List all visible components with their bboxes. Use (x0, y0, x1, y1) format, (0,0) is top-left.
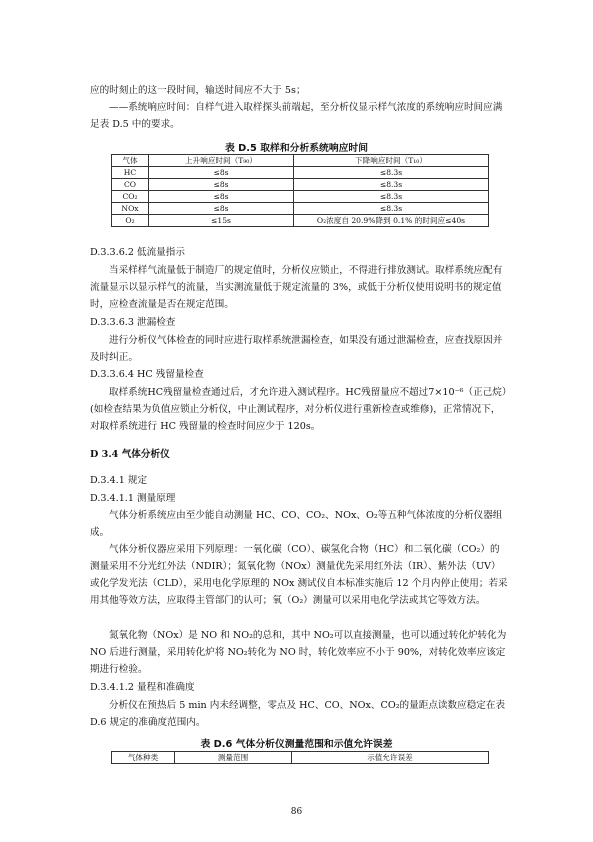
table-cell: ≤8s (149, 167, 294, 179)
paragraph-d3362: 当采样样气流量低于制造厂的规定值时，分析仪应锁止，不得进行排放测试。取样系统应配有流量显示以显示样气的流量，当实测流量低于规定流量的 3%，或低于分析仪使用说明书的规定值时，应检查流量是否在规定范围。 (90, 265, 503, 310)
paragraph-d3412: 分析仪在预热后 5 min 内未经调整，零点及 HC、CO、NOx、CO₂的量距点读数应稳定在表 D.6 规定的准确度范围内。 (90, 700, 506, 728)
table-cell: ≤8s (149, 203, 294, 215)
paragraph-d3411-a: 气体分析系统应由至少能自动测量 HC、CO、CO₂、NOx、O₂等五种气体浓度的分析仪器组成。 (90, 510, 503, 538)
table-cell: ≤8s (149, 179, 294, 191)
paragraph-d3411-b: 气体分析仪器应采用下列原理：一氧化碳（CO）、碳氢化合物（HC）和二氧化碳（CO₂）的测量采用不分光红外法（NDIR）；氮氧化物（NOx）测量优先采用红外法（IR）、紫外法（UV）或化学发光法（CLD），采用电化学原理的 NOx 测试仪自本标准实施后 12 个月内停止使用；若采用其他等效方法，应取得主管部门的认可；氧（O₂）测量可以采用电化学法或其它等效方法。 (90, 544, 508, 606)
table-d6-caption: 表 D.6 气体分析仪测量范围和示值允许误差 (200, 739, 393, 750)
table-cell: CO₂ (112, 191, 149, 203)
section-heading-d341: D.3.4.1 规定 (90, 475, 148, 486)
paragraph-d3363: 进行分析仪气体检查的同时应进行取样系统泄漏检查，如果没有通过泄漏检查，应查找原因并及时纠正。 (90, 335, 503, 363)
section-heading-d3362: D.3.3.6.2 低流量指示 (90, 247, 185, 258)
table-cell: O₂浓度自 20.9%降到 0.1% 的时间应≤40s (294, 215, 489, 227)
section-heading-d3412: D.3.4.1.2 量程和准确度 (90, 682, 195, 693)
paragraph-intro-2: ——系统响应时间：自样气进入取样探头前端起，至分析仪显示样气浓度的系统响应时间应满足表 D.5 中的要求。 (90, 102, 503, 130)
table-row (112, 167, 489, 179)
table-d6 (111, 751, 489, 764)
table-cell: ≤15s (149, 215, 294, 227)
table-cell: ≤8.3s (294, 203, 489, 215)
paragraph-d3364: 取样系统HC残留量检查通过后，才允许进入测试程序。HC残留量应不超过7×10⁻⁶（正己烷）(如检查结果为负值应锁止分析仪，中止测试程序，对分析仪进行重新检查或维修)，正常情况下，对取样系统进行 HC 残留量的检查时间应少于 120s。 (90, 387, 507, 432)
section-heading-d3363: D.3.3.6.3 泄漏检查 (90, 317, 176, 328)
table-row (112, 203, 489, 215)
table-cell: ≤8s (149, 191, 294, 203)
table-d5-caption: 表 D.5 取样和分析系统响应时间 (224, 143, 369, 154)
table-row (112, 179, 489, 191)
table-header-cell: 测量范围 (175, 752, 292, 764)
table-header-cell: 下降响应时间（T₁₀） (294, 155, 489, 167)
table-cell: NOx (112, 203, 149, 215)
table-header-cell: 示值允许误差 (292, 752, 489, 764)
table-cell: O₂ (112, 215, 149, 227)
table-row (112, 215, 489, 227)
paragraph-d3411-c: 氮氧化物（NOx）是 NO 和 NO₂的总和，其中 NO₂可以直接测量，也可以通过转化炉转化为 NO 后进行测量，采用转化炉将 NO₂转化为 NO 时，转化效率应不小于 90%，对转化效率应该定期进行检验。 (90, 630, 507, 675)
table-header-cell: 上升响应时间（T₉₀） (149, 155, 294, 167)
table-header-row (112, 155, 489, 167)
table-cell: CO (112, 179, 149, 191)
paragraph-intro-1: 应的时刻止的这一段时间，输送时间应不大于 5s； (90, 85, 306, 96)
table-header-row (112, 752, 489, 764)
table-d5 (111, 154, 489, 227)
page-number: 86 (290, 807, 303, 817)
section-heading-d3364: D.3.3.6.4 HC 残留量检查 (90, 369, 204, 380)
table-cell: ≤8.3s (294, 179, 489, 191)
table-cell: HC (112, 167, 149, 179)
table-header-cell: 气体种类 (112, 752, 175, 764)
section-heading-d3411: D.3.4.1.1 测量原理 (90, 493, 176, 504)
table-row (112, 191, 489, 203)
table-cell: ≤8.3s (294, 191, 489, 203)
section-heading-d34: D 3.4 气体分析仪 (90, 449, 170, 460)
table-header-cell: 气体 (112, 155, 149, 167)
table-cell: ≤8.3s (294, 167, 489, 179)
